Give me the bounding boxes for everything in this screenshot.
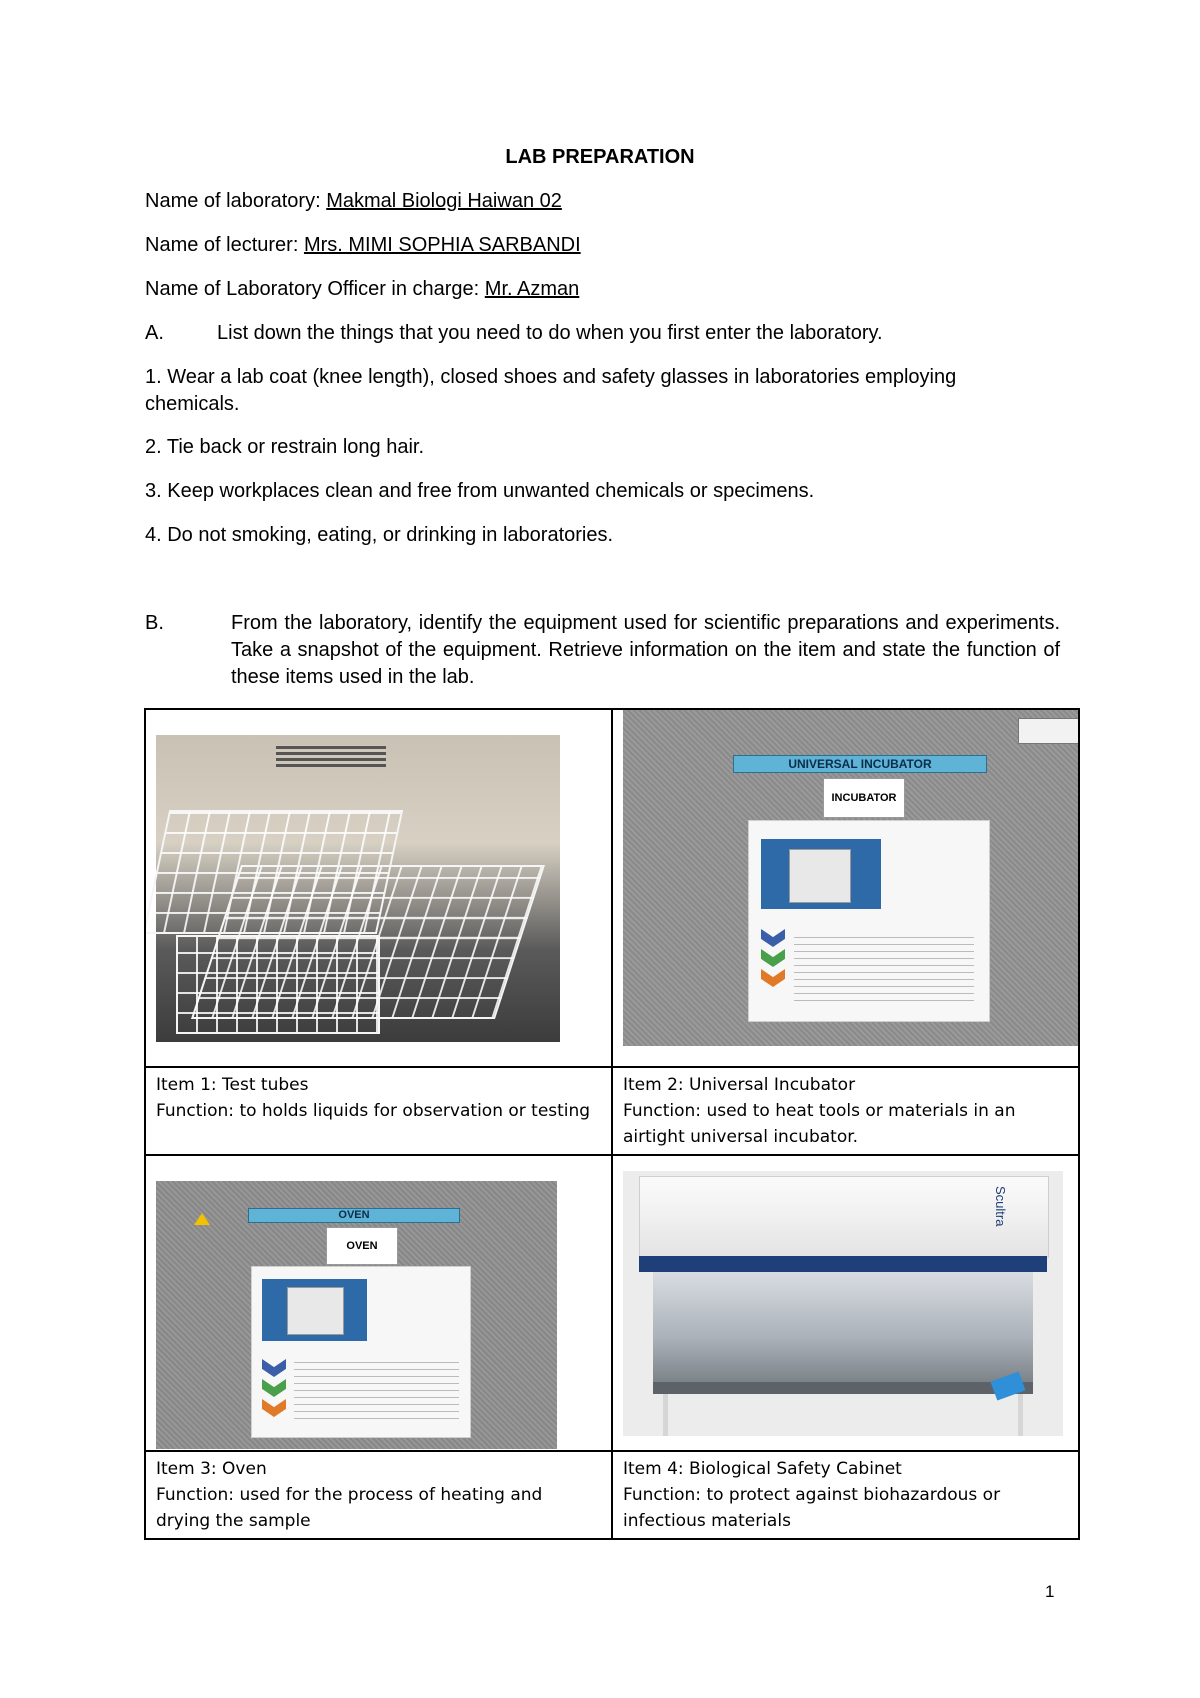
equipment-caption: [612, 1067, 1079, 1155]
chevron-icon: [761, 929, 785, 947]
laboratory-name-line: [145, 190, 562, 213]
section-b-text: From the laboratory, identify the equipment used for scientific preparations and experiments. Take a snapshot of the equipment. Retrieve information on the item and state the function of these items used in the lab.: [231, 612, 1060, 688]
section-a-label: A.: [145, 322, 164, 344]
lecturer-label: Name of lecturer:: [145, 234, 304, 256]
equipment-photo-cell: [145, 709, 612, 1067]
wall-label-image: [276, 745, 386, 767]
equipment-photo-cell: [612, 1155, 1079, 1451]
info-sheet-image: [748, 820, 990, 1022]
section-a-question: [145, 322, 883, 345]
oven-sign: OVEN: [248, 1208, 460, 1223]
warning-icon: [194, 1213, 210, 1225]
item-function: Function: to holds liquids for observation or testing: [156, 1101, 591, 1121]
page-number: 1: [1045, 1582, 1055, 1601]
cabinet-window-image: [653, 1272, 1033, 1382]
item-function: Function: used for the process of heating and drying the sample: [156, 1485, 543, 1531]
officer-label: Name of Laboratory Officer in charge:: [145, 278, 485, 300]
section-b-label: B.: [145, 612, 164, 634]
text-lines-image: [294, 1359, 459, 1419]
rule-item: 4. Do not smoking, eating, or drinking in laboratories.: [145, 524, 614, 546]
oven-thumbnail-image: [287, 1287, 344, 1335]
equipment-photo-cell: [612, 709, 1079, 1067]
test-tubes-photo: [146, 710, 611, 1066]
rule-item: 2. Tie back or restrain long hair.: [145, 436, 425, 458]
equipment-table: [144, 708, 1080, 1540]
chevron-icon: [262, 1359, 286, 1377]
safety-cabinet-photo: [613, 1156, 1078, 1450]
item-name: Item 3: Oven: [156, 1459, 267, 1479]
cabinet-leg-image: [663, 1394, 668, 1436]
cabinet-control-strip-image: [639, 1256, 1047, 1272]
rule-item: 1. Wear a lab coat (knee length), closed shoes and safety glasses in laboratories employing chemicals.: [145, 366, 957, 415]
rack-image: [176, 935, 380, 1034]
equipment-caption: [145, 1067, 612, 1155]
oven-image: [156, 1181, 557, 1449]
oven-tag: OVEN: [326, 1227, 398, 1265]
incubator-tag: INCUBATOR: [823, 778, 905, 818]
item-function: Function: used to heat tools or materials in an airtight universal incubator.: [623, 1101, 1016, 1147]
section-a-text: List down the things that you need to do when you first enter the laboratory.: [217, 322, 883, 344]
oven-photo: [146, 1156, 611, 1450]
officer-name-line: [145, 278, 579, 301]
item-name: Item 4: Biological Safety Cabinet: [623, 1459, 902, 1479]
cabinet-brand: Scultra: [993, 1186, 1008, 1227]
item-name: Item 1: Test tubes: [156, 1075, 309, 1095]
lecturer-name-line: [145, 234, 581, 257]
chevron-icon: [262, 1379, 286, 1397]
text-lines-image: [794, 931, 974, 1001]
chevron-icon: [262, 1399, 286, 1417]
page-title: LAB PREPARATION: [505, 146, 695, 168]
incubator-thumbnail-image: [789, 849, 851, 903]
equipment-caption: [612, 1451, 1079, 1539]
laboratory-value: Makmal Biologi Haiwan 02: [326, 190, 562, 212]
info-sheet-image: [251, 1266, 471, 1438]
test-tube-racks-image: [156, 735, 560, 1042]
item-function: Function: to protect against biohazardous or infectious materials: [623, 1485, 1001, 1531]
cabinet-leg-image: [1018, 1394, 1023, 1436]
equipment-photo-cell: [145, 1155, 612, 1451]
officer-value: Mr. Azman: [484, 278, 580, 300]
incubator-sign: UNIVERSAL INCUBATOR: [733, 755, 987, 773]
equipment-caption: [145, 1451, 612, 1539]
rule-item: 3. Keep workplaces clean and free from unwanted chemicals or specimens.: [145, 480, 815, 502]
chevron-icon: [761, 949, 785, 967]
sticker-image: [1018, 718, 1078, 744]
cabinet-top-image: [639, 1176, 1049, 1258]
laboratory-label: Name of laboratory:: [145, 190, 327, 212]
chevron-icon: [761, 969, 785, 987]
cabinet-work-surface-image: [653, 1382, 1033, 1394]
safety-cabinet-image: [623, 1171, 1063, 1436]
incubator-image: [623, 710, 1078, 1046]
lecturer-value: Mrs. MIMI SOPHIA SARBANDI: [303, 234, 581, 256]
incubator-photo: [613, 710, 1078, 1066]
item-name: Item 2: Universal Incubator: [623, 1075, 856, 1095]
